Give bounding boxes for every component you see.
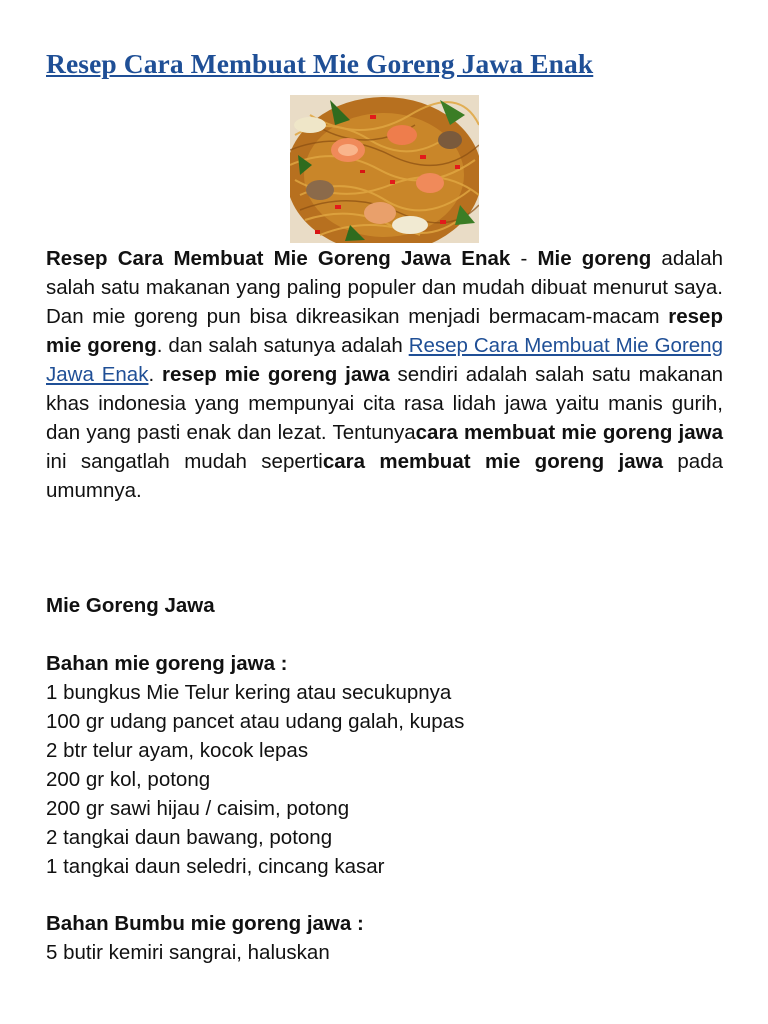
- recipe-link[interactable]: Resep Cara Membuat Mie Goreng Jawa Enak: [46, 334, 723, 386]
- intro-text-5: sendiri adalah salah satu makanan khas indonesia yang mempunyai cita rasa lidah jawa yaitu manis gurih, dan yang pasti enak dan lezat. Tentunya: [46, 363, 724, 444]
- ingredients-list: [46, 678, 726, 881]
- ingredients-heading: Bahan mie goreng jawa :: [46, 652, 288, 675]
- spices-list: [46, 938, 726, 967]
- list-item: 2 btr telur ayam, kocok lepas: [46, 739, 309, 762]
- list-item: 1 bungkus Mie Telur kering atau secukupnya: [46, 681, 452, 704]
- list-item: 200 gr kol, potong: [46, 768, 211, 791]
- intro-text-7: pada umumnya.: [46, 450, 724, 502]
- ingredients-section: [46, 649, 726, 881]
- noodle-photo-icon: [290, 95, 479, 243]
- list-item: 200 gr sawi hijau / caisim, potong: [46, 797, 350, 820]
- list-item: 1 tangkai daun seledri, cincang kasar: [46, 855, 385, 878]
- intro-bold-resep: resep mie goreng: [46, 305, 723, 357]
- intro-paragraph: [46, 244, 723, 505]
- article-title[interactable]: Resep Cara Membuat Mie Goreng Jawa Enak: [46, 48, 594, 79]
- intro-text-4: .: [148, 363, 163, 386]
- spices-section: [46, 909, 726, 967]
- intro-bold-mie-goreng: Mie goreng: [537, 247, 652, 270]
- intro-bold-cara-1: cara membuat mie goreng jawa: [415, 421, 724, 444]
- intro-bold-cara-2: cara membuat mie goreng jawa: [322, 450, 663, 473]
- fried-noodle-photo: [290, 95, 479, 243]
- intro-text-2: adalah salah satu makanan yang paling populer dan mudah dibuat menurut saya. Dan mie goreng pun bisa dikreasikan menjadi bermacam-macam: [46, 247, 723, 328]
- intro-bold-resep-jawa: resep mie goreng jawa: [162, 363, 390, 386]
- spices-heading: Bahan Bumbu mie goreng jawa :: [46, 912, 364, 935]
- list-item: 5 butir kemiri sangrai, haluskan: [46, 941, 330, 964]
- list-item: 100 gr udang pancet atau udang galah, kupas: [46, 710, 465, 733]
- subtitle-section: [46, 591, 726, 620]
- intro-text-3: . dan salah satunya adalah: [156, 334, 409, 357]
- intro-text-1: -: [510, 247, 538, 270]
- intro-text-6: ini sangatlah mudah seperti: [46, 450, 323, 473]
- intro-bold-title: Resep Cara Membuat Mie Goreng Jawa Enak: [46, 247, 511, 270]
- list-item: 2 tangkai daun bawang, potong: [46, 826, 333, 849]
- recipe-subtitle: Mie Goreng Jawa: [46, 594, 215, 617]
